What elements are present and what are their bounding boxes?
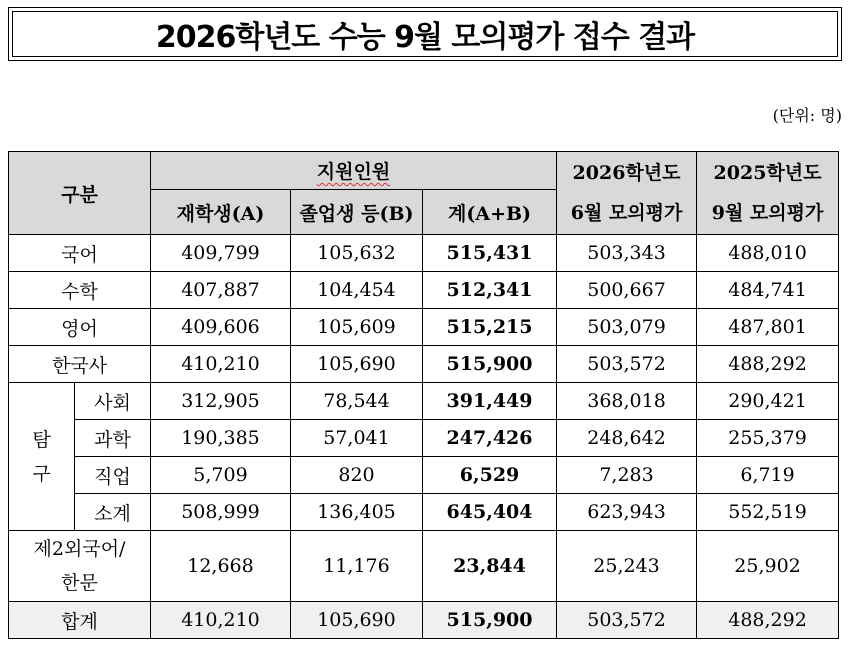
total-row — [9, 602, 839, 639]
cell-june-2026: 368,018 — [557, 383, 697, 420]
cell-enrolled: 312,905 — [151, 383, 291, 420]
cell-june-2026: 248,642 — [557, 420, 697, 457]
row-label — [9, 531, 151, 602]
cell-sept-2025: 6,719 — [697, 457, 839, 494]
inquiry-label-line2: 구 — [32, 462, 51, 485]
cell-june-2026: 503,572 — [557, 346, 697, 383]
cell-sum: 23,844 — [423, 531, 557, 602]
cell-june-2026: 7,283 — [557, 457, 697, 494]
cell-sept-2025: 484,741 — [697, 272, 839, 309]
header-sept-2025-line2: 9월 모의평가 — [711, 202, 824, 224]
inquiry-label — [9, 383, 75, 531]
cell-sum: 247,426 — [423, 420, 557, 457]
results-table — [8, 151, 839, 639]
cell-enrolled: 409,606 — [151, 309, 291, 346]
cell-enrolled: 508,999 — [151, 494, 291, 531]
header-enrolled: 재학생(A) — [151, 190, 291, 235]
cell-graduates: 820 — [291, 457, 423, 494]
cell-sept-2025: 255,379 — [697, 420, 839, 457]
row-label: 소계 — [75, 494, 151, 531]
cell-sept-2025: 488,292 — [697, 346, 839, 383]
cell-graduates: 78,544 — [291, 383, 423, 420]
header-graduates: 졸업생 등(B) — [291, 190, 423, 235]
cell-sept-2025: 552,519 — [697, 494, 839, 531]
cell-graduates: 104,454 — [291, 272, 423, 309]
cell-june-2026: 503,572 — [557, 602, 697, 639]
header-june-2026-line2: 6월 모의평가 — [570, 202, 683, 224]
cell-sept-2025: 25,902 — [697, 531, 839, 602]
row-label: 직업 — [75, 457, 151, 494]
cell-sum: 515,431 — [423, 235, 557, 272]
header-applicants — [151, 152, 557, 190]
cell-june-2026: 623,943 — [557, 494, 697, 531]
cell-june-2026: 503,343 — [557, 235, 697, 272]
cell-sept-2025: 488,010 — [697, 235, 839, 272]
header-category: 구분 — [9, 152, 151, 235]
cell-june-2026: 503,079 — [557, 309, 697, 346]
header-sept-2025-line1: 2025학년도 — [713, 162, 822, 184]
cell-enrolled: 5,709 — [151, 457, 291, 494]
row-label: 합계 — [9, 602, 151, 639]
header-sept-2025 — [697, 152, 839, 235]
cell-sum: 515,900 — [423, 346, 557, 383]
table-row — [9, 309, 839, 346]
cell-graduates: 11,176 — [291, 531, 423, 602]
cell-graduates: 105,609 — [291, 309, 423, 346]
row-label: 수학 — [9, 272, 151, 309]
header-june-2026 — [557, 152, 697, 235]
cell-enrolled: 190,385 — [151, 420, 291, 457]
cell-enrolled: 12,668 — [151, 531, 291, 602]
cell-sept-2025: 487,801 — [697, 309, 839, 346]
cell-sept-2025: 290,421 — [697, 383, 839, 420]
table-row — [9, 235, 839, 272]
second-lang-label-line1: 제2외국어/ — [33, 538, 126, 560]
header-sum: 계(A+B) — [423, 190, 557, 235]
cell-enrolled: 410,210 — [151, 602, 291, 639]
cell-graduates: 136,405 — [291, 494, 423, 531]
header-june-2026-line1: 2026학년도 — [572, 162, 681, 184]
cell-graduates: 105,632 — [291, 235, 423, 272]
table-row — [9, 346, 839, 383]
row-label: 국어 — [9, 235, 151, 272]
cell-sum: 515,215 — [423, 309, 557, 346]
row-label: 사회 — [75, 383, 151, 420]
cell-sum: 512,341 — [423, 272, 557, 309]
page-title: 2026학년도 수능 9월 모의평가 접수 결과 — [12, 11, 838, 57]
cell-enrolled: 409,799 — [151, 235, 291, 272]
table-row — [9, 531, 839, 602]
table-row — [9, 457, 839, 494]
table-row — [9, 420, 839, 457]
title-box — [8, 7, 842, 61]
cell-enrolled: 407,887 — [151, 272, 291, 309]
row-label: 영어 — [9, 309, 151, 346]
cell-enrolled: 410,210 — [151, 346, 291, 383]
inquiry-label-line1: 탐 — [32, 428, 51, 451]
table-row — [9, 383, 839, 420]
table-row — [9, 272, 839, 309]
table-row — [9, 494, 839, 531]
cell-sum: 645,404 — [423, 494, 557, 531]
second-lang-label-line2: 한문 — [61, 572, 98, 594]
cell-sum: 515,900 — [423, 602, 557, 639]
cell-june-2026: 25,243 — [557, 531, 697, 602]
cell-graduates: 105,690 — [291, 602, 423, 639]
row-label: 한국사 — [9, 346, 151, 383]
cell-sum: 6,529 — [423, 457, 557, 494]
header-applicants-text: 지원인원 — [316, 161, 391, 183]
unit-label: (단위: 명) — [772, 106, 842, 125]
cell-sept-2025: 488,292 — [697, 602, 839, 639]
cell-june-2026: 500,667 — [557, 272, 697, 309]
cell-graduates: 57,041 — [291, 420, 423, 457]
cell-graduates: 105,690 — [291, 346, 423, 383]
row-label: 과학 — [75, 420, 151, 457]
cell-sum: 391,449 — [423, 383, 557, 420]
